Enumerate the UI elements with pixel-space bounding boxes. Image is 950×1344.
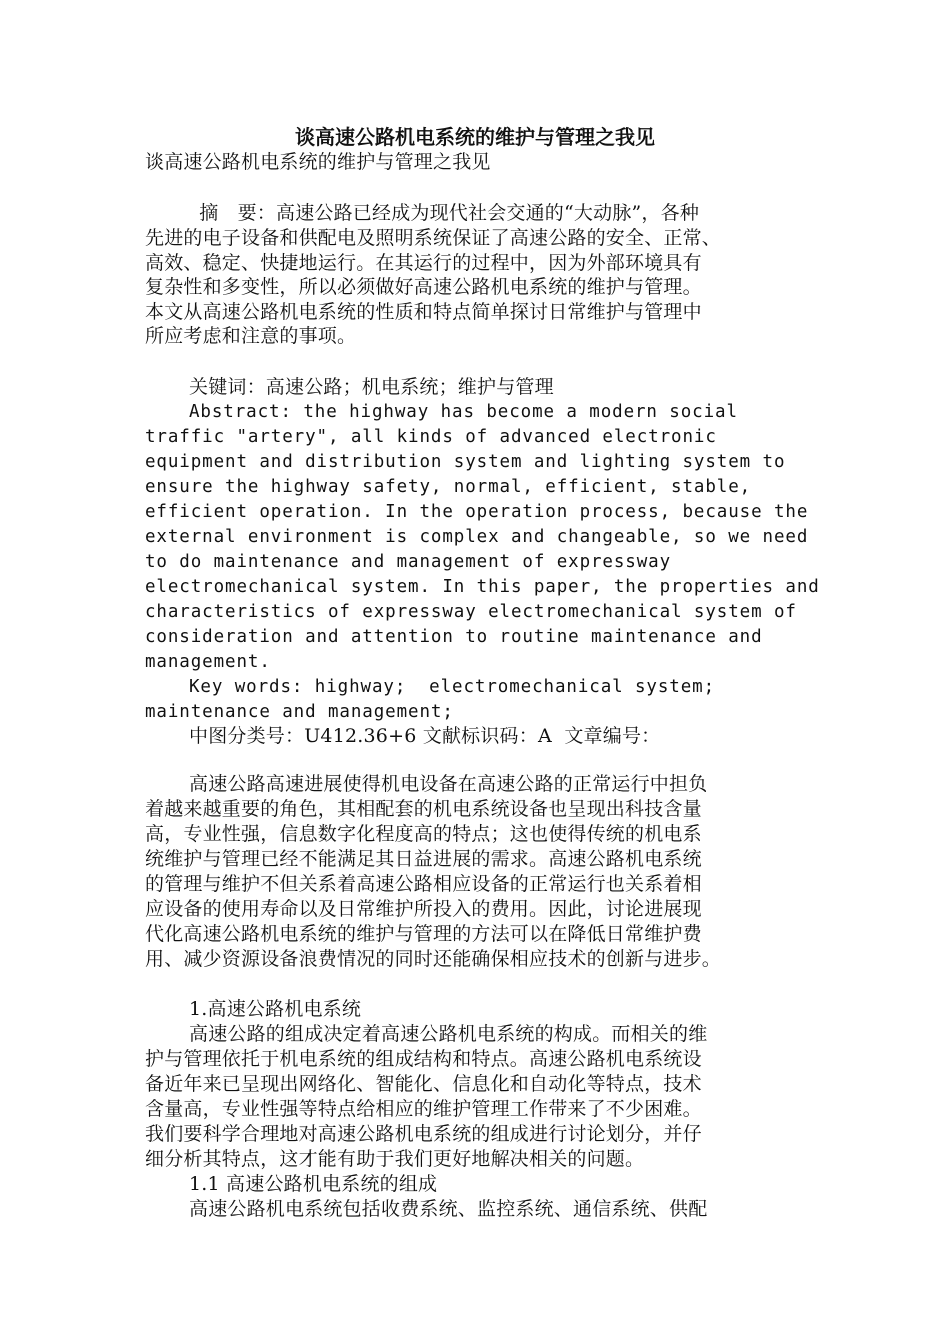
abstract-en-line: to do maintenance and management of expressway	[145, 552, 672, 572]
document-subtitle: 谈高速公路机电系统的维护与管理之我见	[145, 151, 491, 173]
abstract-en-line: electromechanical system. In this paper, the properties and	[145, 577, 820, 597]
document-title: 谈高速公路机电系统的维护与管理之我见	[295, 125, 655, 149]
section-1-line: 护与管理依托于机电系统的组成结构和特点。高速公路机电系统设	[145, 1048, 702, 1070]
intro-line: 用、减少资源设备浪费情况的同时还能确保相应技术的创新与进步。	[145, 948, 722, 970]
section-1-line: 含量高，专业性强等特点给相应的维护管理工作带来了不少困难。	[145, 1098, 702, 1120]
abstract-cn-line: 所应考虑和注意的事项。	[145, 325, 357, 347]
section-1-line: 我们要科学合理地对高速公路机电系统的组成进行讨论划分，并仔	[145, 1123, 702, 1145]
keywords-en-line: maintenance and management;	[145, 702, 454, 722]
section-1-1-line: 高速公路机电系统包括收费系统、监控系统、通信系统、供配	[189, 1198, 708, 1220]
intro-line: 代化高速公路机电系统的维护与管理的方法可以在降低日常维护费	[145, 923, 702, 945]
abstract-cn-line: 摘 要：高速公路已经成为现代社会交通的“大动脉”，各种	[180, 202, 700, 224]
intro-line: 应设备的使用寿命以及日常维护所投入的费用。因此，讨论进展现	[145, 898, 702, 920]
keywords-en-line: Key words: highway; electromechanical system;	[189, 677, 716, 697]
abstract-en-line: characteristics of expressway electromechanical system of	[145, 602, 797, 622]
section-1-line: 备近年来已呈现出网络化、智能化、信息化和自动化等特点，技术	[145, 1073, 702, 1095]
abstract-en-line: equipment and distribution system and lighting system to	[145, 452, 786, 472]
abstract-en-line: consideration and attention to routine maintenance and	[145, 627, 763, 647]
intro-line: 高，专业性强，信息数字化程度高的特点；这也使得传统的机电系	[145, 823, 702, 845]
abstract-cn-line: 复杂性和多变性，所以必须做好高速公路机电系统的维护与管理。	[145, 276, 702, 298]
section-1-line: 细分析其特点，这才能有助于我们更好地解决相关的问题。	[145, 1148, 645, 1170]
keywords-cn: 关键词：高速公路；机电系统；维护与管理	[189, 376, 554, 398]
abstract-en-line: external environment is complex and changeable, so we need	[145, 527, 809, 547]
abstract-cn-line: 先进的电子设备和供配电及照明系统保证了高速公路的安全、正常、	[145, 227, 722, 249]
classification-line: 中图分类号：U412.36+6 文献标识码：A 文章编号：	[189, 725, 661, 747]
intro-line: 统维护与管理已经不能满足其日益进展的需求。高速公路机电系统	[145, 848, 702, 870]
intro-line: 的管理与维护不但关系着高速公路相应设备的正常运行也关系着相	[145, 873, 702, 895]
section-1-1-heading: 1.1 高速公路机电系统的组成	[189, 1173, 438, 1195]
abstract-en-line: traffic "artery", all kinds of advanced electronic	[145, 427, 717, 447]
abstract-en-line: Abstract: the highway has become a modern social	[189, 402, 738, 422]
intro-line: 高速公路高速进展使得机电设备在高速公路的正常运行中担负	[189, 773, 708, 795]
abstract-cn-line: 高效、稳定、快捷地运行。在其运行的过程中，因为外部环境具有	[145, 252, 702, 274]
abstract-en-line: management.	[145, 652, 271, 672]
abstract-en-line: ensure the highway safety, normal, efficient, stable,	[145, 477, 752, 497]
section-1-heading: 1.高速公路机电系统	[189, 998, 362, 1020]
section-1-line: 高速公路的组成决定着高速公路机电系统的构成。而相关的维	[189, 1023, 708, 1045]
intro-line: 着越来越重要的角色，其相配套的机电系统设备也呈现出科技含量	[145, 798, 702, 820]
abstract-cn-line: 本文从高速公路机电系统的性质和特点简单探讨日常维护与管理中	[145, 301, 702, 323]
abstract-en-line: efficient operation. In the operation process, because the	[145, 502, 809, 522]
